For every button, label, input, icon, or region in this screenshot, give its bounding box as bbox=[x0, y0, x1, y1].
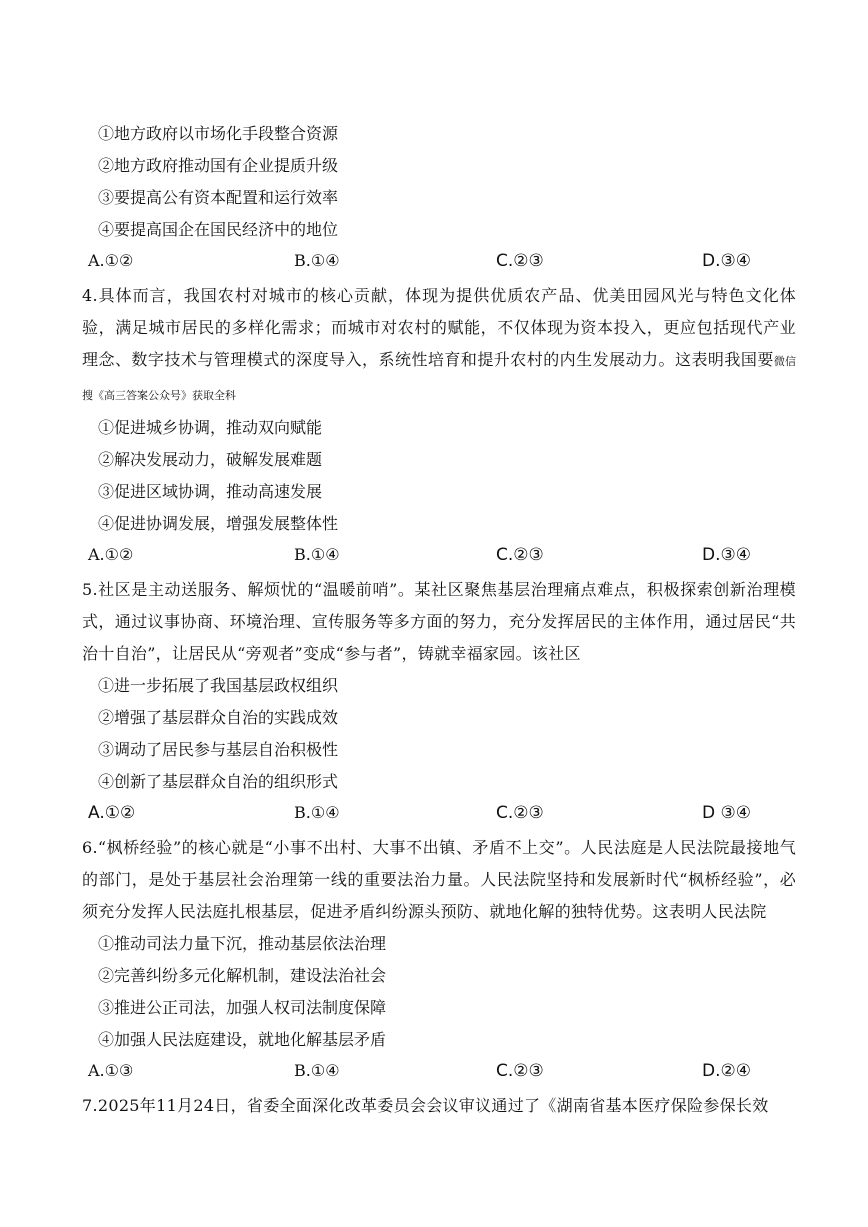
choice-c: C.②③ bbox=[496, 545, 544, 565]
choice-d: D.②④ bbox=[702, 1061, 751, 1081]
question-6-options bbox=[82, 928, 796, 1056]
question-5-choices bbox=[82, 798, 796, 828]
option-2: ②增强了基层群众自治的实践成效 bbox=[98, 708, 339, 727]
choice-a: A.①② bbox=[88, 803, 136, 823]
question-4-options bbox=[82, 412, 796, 540]
option-4: ④促进协调发展，增强发展整体性 bbox=[98, 514, 339, 533]
choice-b: B.①④ bbox=[294, 251, 340, 270]
choice-b: B.①④ bbox=[294, 1061, 340, 1080]
option-1: ①进一步拓展了我国基层政权组织 bbox=[98, 676, 339, 695]
option-3: ③促进区域协调，推动高速发展 bbox=[98, 482, 323, 501]
choice-a: A.①② bbox=[88, 545, 134, 564]
choice-b: B.①④ bbox=[294, 545, 340, 564]
option-2: ②地方政府推动国有企业提质升级 bbox=[98, 156, 339, 175]
choice-c: C.②③ bbox=[496, 1061, 544, 1081]
question-4-stem bbox=[82, 280, 796, 412]
choice-a: A.①② bbox=[88, 251, 134, 270]
choice-a: A.①③ bbox=[88, 1061, 134, 1080]
choice-d: D.③④ bbox=[702, 251, 751, 271]
choice-b: B.①④ bbox=[294, 803, 340, 822]
question-5-options bbox=[82, 670, 796, 798]
choice-d: D.③④ bbox=[702, 545, 751, 565]
question-3-choices bbox=[82, 246, 796, 276]
option-4: ④要提高国企在国民经济中的地位 bbox=[98, 220, 339, 239]
option-4: ④创新了基层群众自治的组织形式 bbox=[98, 772, 339, 791]
option-2: ②解决发展动力，破解发展难题 bbox=[98, 450, 323, 469]
option-1: ①地方政府以市场化手段整合资源 bbox=[98, 124, 339, 143]
option-1: ①促进城乡协调，推动双向赋能 bbox=[98, 418, 323, 437]
question-4-choices bbox=[82, 540, 796, 570]
exam-content bbox=[82, 118, 796, 1122]
choice-c: C.②③ bbox=[496, 803, 544, 823]
choice-d: D ③④ bbox=[702, 803, 751, 823]
option-3: ③调动了居民参与基层自治积极性 bbox=[98, 740, 339, 759]
option-3: ③推进公正司法，加强人权司法制度保障 bbox=[98, 998, 387, 1017]
question-7-stem: 7.2025年11月24日，省委全面深化改革委员会会议审议通过了《湖南省基本医疗保险参保长效 bbox=[82, 1096, 769, 1115]
question-4-text: 4.具体而言，我国农村对城市的核心贡献，体现为提供优质农产品、优美田园风光与特色文化体验，满足城市居民的多样化需求；而城市对农村的赋能，不仅体现为资本投入，更应包括现代产业理念、数字技术与管理模式的深度导入，系统性培育和提升农村的内生发展动力。这表明我国要 bbox=[82, 286, 796, 369]
option-3: ③要提高公有资本配置和运行效率 bbox=[98, 188, 339, 207]
choice-c: C.②③ bbox=[496, 251, 544, 271]
question-6-choices bbox=[82, 1056, 796, 1086]
question-3-options bbox=[82, 118, 796, 246]
option-1: ①推动司法力量下沉，推动基层依法治理 bbox=[98, 934, 387, 953]
option-2: ②完善纠纷多元化解机制，建设法治社会 bbox=[98, 966, 387, 985]
watermark-note: 微信搜《高三答案公众号》获取全科 bbox=[82, 355, 796, 402]
question-6-stem: 6.“枫桥经验”的核心就是“小事不出村、大事不出镇、矛盾不上交”。人民法庭是人民法院最接地气的部门，是处于基层社会治理第一线的重要法治力量。人民法院坚持和发展新时代“枫桥经验”，必须充分发挥人民法庭扎根基层，促进矛盾纠纷源头预防、就地化解的独特优势。这表明人民法院 bbox=[82, 838, 796, 921]
question-5-stem: 5.社区是主动送服务、解烦忧的“温暖前哨”。某社区聚焦基层治理痛点难点，积极探索创新治理模式，通过议事协商、环境治理、宣传服务等多方面的努力，充分发挥居民的主体作用，通过居民“共治十自治”，让居民从“旁观者”变成“参与者”，铸就幸福家园。该社区 bbox=[82, 580, 796, 663]
option-4: ④加强人民法庭建设，就地化解基层矛盾 bbox=[98, 1030, 387, 1049]
